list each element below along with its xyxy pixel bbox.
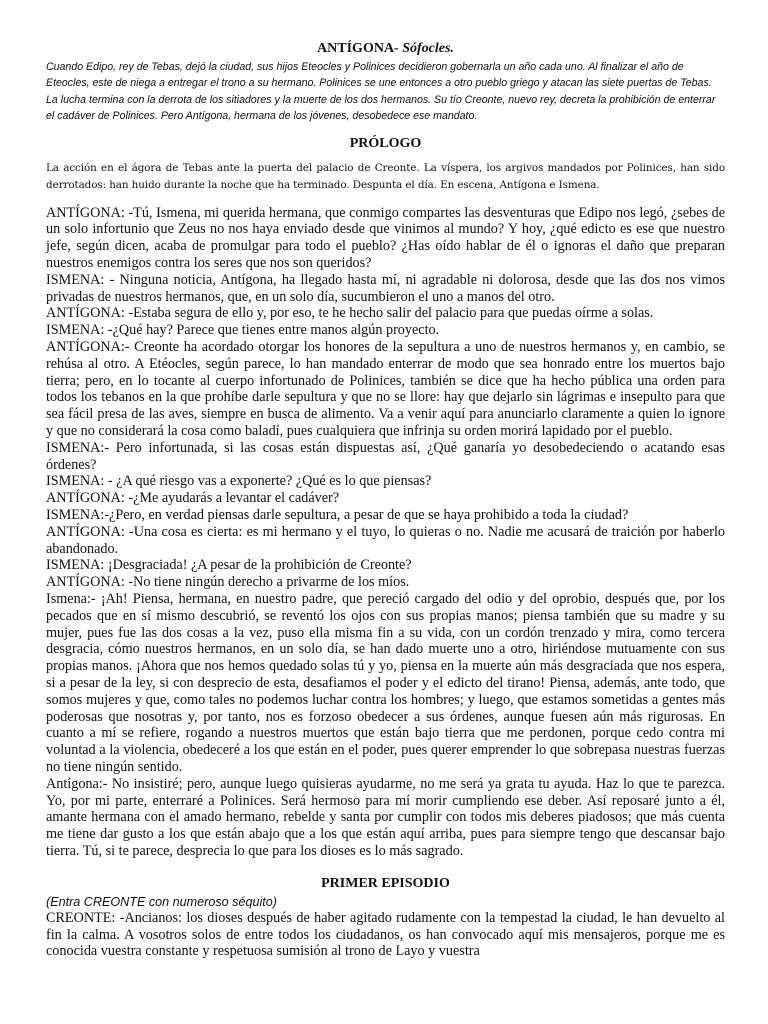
dialogue-line: ISMENA: - ¿A qué riesgo vas a exponerte? ¿Qué es lo que piensas?: [46, 473, 432, 490]
primer-episodio-dialogue: [46, 910, 725, 960]
dialogue-line: ISMENA:-¿Pero, en verdad piensas darle sepultura, a pesar de que se haya prohibido a toda la ciudad?: [46, 506, 629, 523]
dialogue-line: Antígona:- No insistiré; pero, aunque luego quisieras ayudarme, no me será ya grata tu ayuda. Haz lo que te parezca. Yo, por mi parte, enterraré a Polinices. Será hermoso para mí morir cumpliendo ese deber. Así reposaré junto a él, amante hermana con el amado hermano, rebelde y santa por cumplir con todos mis deberes piadosos; que más cuenta me tiene dar gusto a los que están abajo que a los que están aquí arriba, pues para siempre tengo que descansar bajo tierra. Tú, si te parece, desprecia lo que para los dioses es lo más sagrado.: [46, 775, 725, 859]
prologo-heading: PRÓLOGO: [349, 135, 422, 151]
author-name: Sófocles.: [402, 41, 454, 56]
dialogue-line: ANTÍGONA: -Tú, Ismena, mi querida hermana, que conmigo compartes las desventuras que Edipo nos legó, ¿sebes de un solo infortunio que Zeus no nos haya enviado desde que vinimos al mundo? Y hoy, ¿qué edicto es ese que nuestro jefe, según dicen, acaba de promulgar para todo el pueblo? ¿Has oído hablar de él o ignoras el daño que preparan nuestros enemigos contra los seres que nos son queridos?: [46, 204, 725, 272]
dialogue-line: ISMENA: ¡Desgraciada! ¿A pesar de la prohibición de Creonte?: [46, 557, 412, 574]
dialogue-line: ANTÍGONA: -Una cosa es cierta: es mi hermano y el tuyo, lo quieras o no. Nadie me acusará de traición por haberlo abandonado.: [46, 523, 725, 557]
document-title: [46, 40, 725, 58]
stage-direction: (Entra CREONTE con numeroso séquito): [46, 894, 277, 909]
dialogue-line: CREONTE: -Ancianos: los dioses después de haber agitado rudamente con la tempestad la ciudad, le han devuelto al fin la calma. A vosotros solos de entre todos los ciudadanos, os han convocado aquí mis mensajeros, porque me es conocida vuestra constante y respetuosa sumisión al trono de Layo y vuestra: [46, 909, 725, 960]
dialogue-line: ANTÍGONA: -Estaba segura de ello y, por eso, te he hecho salir del palacio para que puedas oírme a solas.: [46, 305, 654, 322]
dialogue-line: ANTÍGONA:- Creonte ha acordado otorgar los honores de la sepultura a uno de nuestros hermanos y, en cambio, se rehúsa al otro. A Etéocles, según parece, lo han mandado enterrar de modo que sea honrado entre los muertos bajo tierra; pero, en lo tocante al cuerpo infortunado de Polinices, también se dice que ha hecho pública una orden para todos los tebanos en la que prohíbe darle sepultura y que no se llore: hay que dejarlo sin lágrimas e insepulto para que sea fácil presa de las aves, siempre en busca de alimento. Va a venir aquí para anunciarlo claramente a quien lo ignore y que no considerará la cosa como baladí, pues cualquiera que infrinja su orden morirá lapidado por el pueblo.: [46, 339, 725, 439]
primer-episodio-heading: PRIMER EPISODIO: [321, 875, 450, 891]
dialogue-line: Ismena:- ¡Ah! Piensa, hermana, en nuestro padre, que pereció cargado del odio y del oprobio, después que, por los pecados que en sí mismo descubrió, se reventó los ojos con sus propias manos; piensa también que su madre y su mujer, pues fue las dos cosas a la vez, puso ella misma fin a su vida, con un cordón trenzado y mira, como tercera desgracia, cómo nuestros hermanos, en un solo día, se han dado muerte uno a otro, hiriéndose mutuamente con sus propias manos. ¡Ahora que nos hemos quedado solas tú y yo, piensa en la muerte aún más desgraciada que nos espera, si a pesar de la ley, si con desprecio de esta, desafiamos el poder y el edicto del tirano! Piensa, además, ante todo, que somos mujeres y que, como tales no podemos luchar contra los hombres; y luego, que estamos sometidas a gentes más poderosas que nosotras y, por tanto, nos es forzoso obedecer a sus órdenes, aunque fuesen aún más rigurosas. En cuanto a mí se refiere, rogando a nuestros muertos que están bajo tierra que me perdonen, porque cedo contra mi voluntad a la violencia, obedeceré a los que están en el poder, pues querer emprender lo que sobrepasa nuestras fuerzas no tiene ningún sentido.: [46, 590, 725, 775]
dialogue-line: ANTÍGONA: -No tiene ningún derecho a privarme de los míos.: [46, 574, 410, 591]
dialogue-line: ANTÍGONA: -¿Me ayudarás a levantar el cadáver?: [46, 490, 340, 507]
title-text: ANTÍGONA-: [317, 41, 403, 56]
document-page: [46, 40, 725, 960]
prologo-stage-setting: La acción en el ágora de Tebas ante la puerta del palacio de Creonte. La víspera, los argivos mandados por Polinices, han sido derrotados: han huido durante la noche que ha terminado. Despunta el día. En escena, Antígona e Ismena.: [46, 161, 725, 191]
dialogue-line: ISMENA: - Ninguna noticia, Antígona, ha llegado hasta mí, ni agradable ni dolorosa, desde que las dos nos vimos privadas de nuestros hermanos, que, en un solo día, sucumbieron el uno a manos del otro.: [46, 271, 725, 305]
dialogue-line: ISMENA: -¿Qué hay? Parece que tienes entre manos algún proyecto.: [46, 322, 440, 339]
dialogue-line: ISMENA:- Pero infortunada, si las cosas están dispuestas así, ¿Qué ganaría yo desobedeciendo o acatando esas órdenes?: [46, 439, 725, 473]
prologo-dialogue: [46, 205, 725, 860]
intro-summary: Cuando Edipo, rey de Tebas, dejó la ciudad, sus hijos Eteocles y Polinices decidieron gobernarla un año cada uno. Al finalizar el año de Eteocles, este de niega a entregar el trono a su hermano. Polinices se une entonces a otro pueblo griego y atacan las siete puertas de Tebas. La lucha termina con la derrota de los sitiadores y la muerte de los dos hermanos. Su tío Creonte, nuevo rey, decreta la prohibición de enterrar el cadáver de Polinices. Pero Antígona, hermana de los jóvenes, desobedece ese mandato.: [46, 61, 716, 123]
